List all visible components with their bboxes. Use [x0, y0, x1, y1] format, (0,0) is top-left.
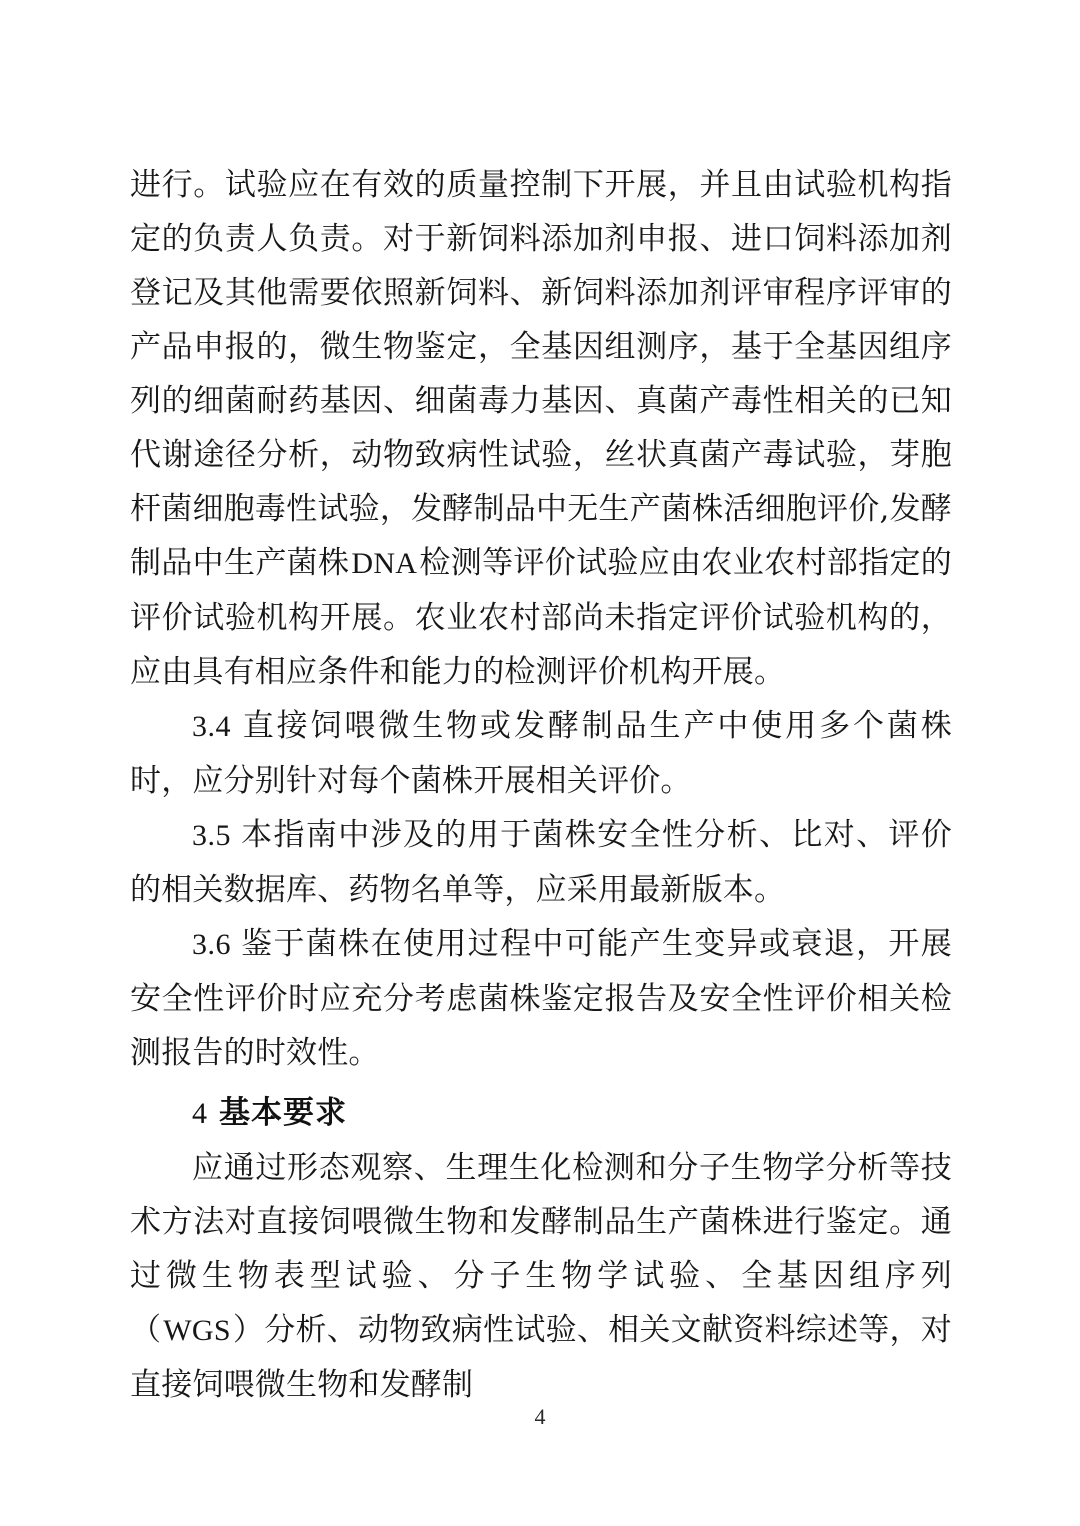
clause-3-6-number: 3.6 — [192, 928, 231, 961]
clause-3-4-text: 直接饲喂微生物或发酵制品生产中使用多个菌株时，应分别针对每个菌株开展相关评价。 — [130, 708, 952, 799]
section-4-text-after: ）分析、动物致病性试验、相关文献资料综述等，对直接饲喂微生物和发酵制 — [130, 1312, 952, 1403]
paragraph-continuation — [130, 158, 952, 699]
clause-3-4 — [130, 699, 952, 808]
section-heading-4 — [130, 1080, 952, 1141]
section-4-text-before: 应通过形态观察、生理生化检测和分子生物学分析等技术方法对直接饲喂微生物和发酵制品生产菌株进行鉴定。通过微生物表型试验、分子生物学试验、全基因组序列（ — [130, 1150, 952, 1348]
page-number: 4 — [534, 1404, 546, 1429]
section-heading-4-number: 4 — [192, 1097, 207, 1130]
clause-3-5-text: 本指南中涉及的用于菌株安全性分析、比对、评价的相关数据库、药物名单等，应采用最新版本。 — [130, 817, 952, 908]
clause-3-6-text: 鉴于菌株在使用过程中可能产生变异或衰退，开展安全性评价时应充分考虑菌株鉴定报告及安全性评价相关检测报告的时效性。 — [130, 926, 952, 1071]
clause-3-5 — [130, 808, 952, 917]
section-heading-4-title: 基本要求 — [219, 1095, 347, 1131]
clause-3-6 — [130, 917, 952, 1080]
section-4-paragraph — [130, 1141, 952, 1412]
inline-term-wgs: WGS — [163, 1314, 231, 1347]
inline-term-dna: DNA — [351, 547, 418, 580]
clause-3-5-number: 3.5 — [192, 819, 231, 852]
clause-3-4-number: 3.4 — [192, 710, 231, 743]
paragraph-continuation-text-before: 进行。试验应在有效的质量控制下开展，并且由试验机构指定的负责人负责。对于新饲料添加剂申报、进口饲料添加剂登记及其他需要依照新饲料、新饲料添加剂评审程序评审的产品申报的，微生物鉴定，全基因组测序，基于全基因组序列的细菌耐药基因、细菌毒力基因、真菌产毒性相关的已知代谢途径分析，动物致病性试验，丝状真菌产毒试验，芽胞杆菌细胞毒性试验，发酵制品中无生产菌株活细胞评价,发酵制品中生产菌株 — [130, 167, 952, 581]
paragraph-continuation-text-after: 检测等评价试验应由农业农村部指定的评价试验机构开展。农业农村部尚未指定评价试验机构的，应由具有相应条件和能力的检测评价机构开展。 — [130, 545, 952, 690]
page-content — [130, 158, 952, 1412]
